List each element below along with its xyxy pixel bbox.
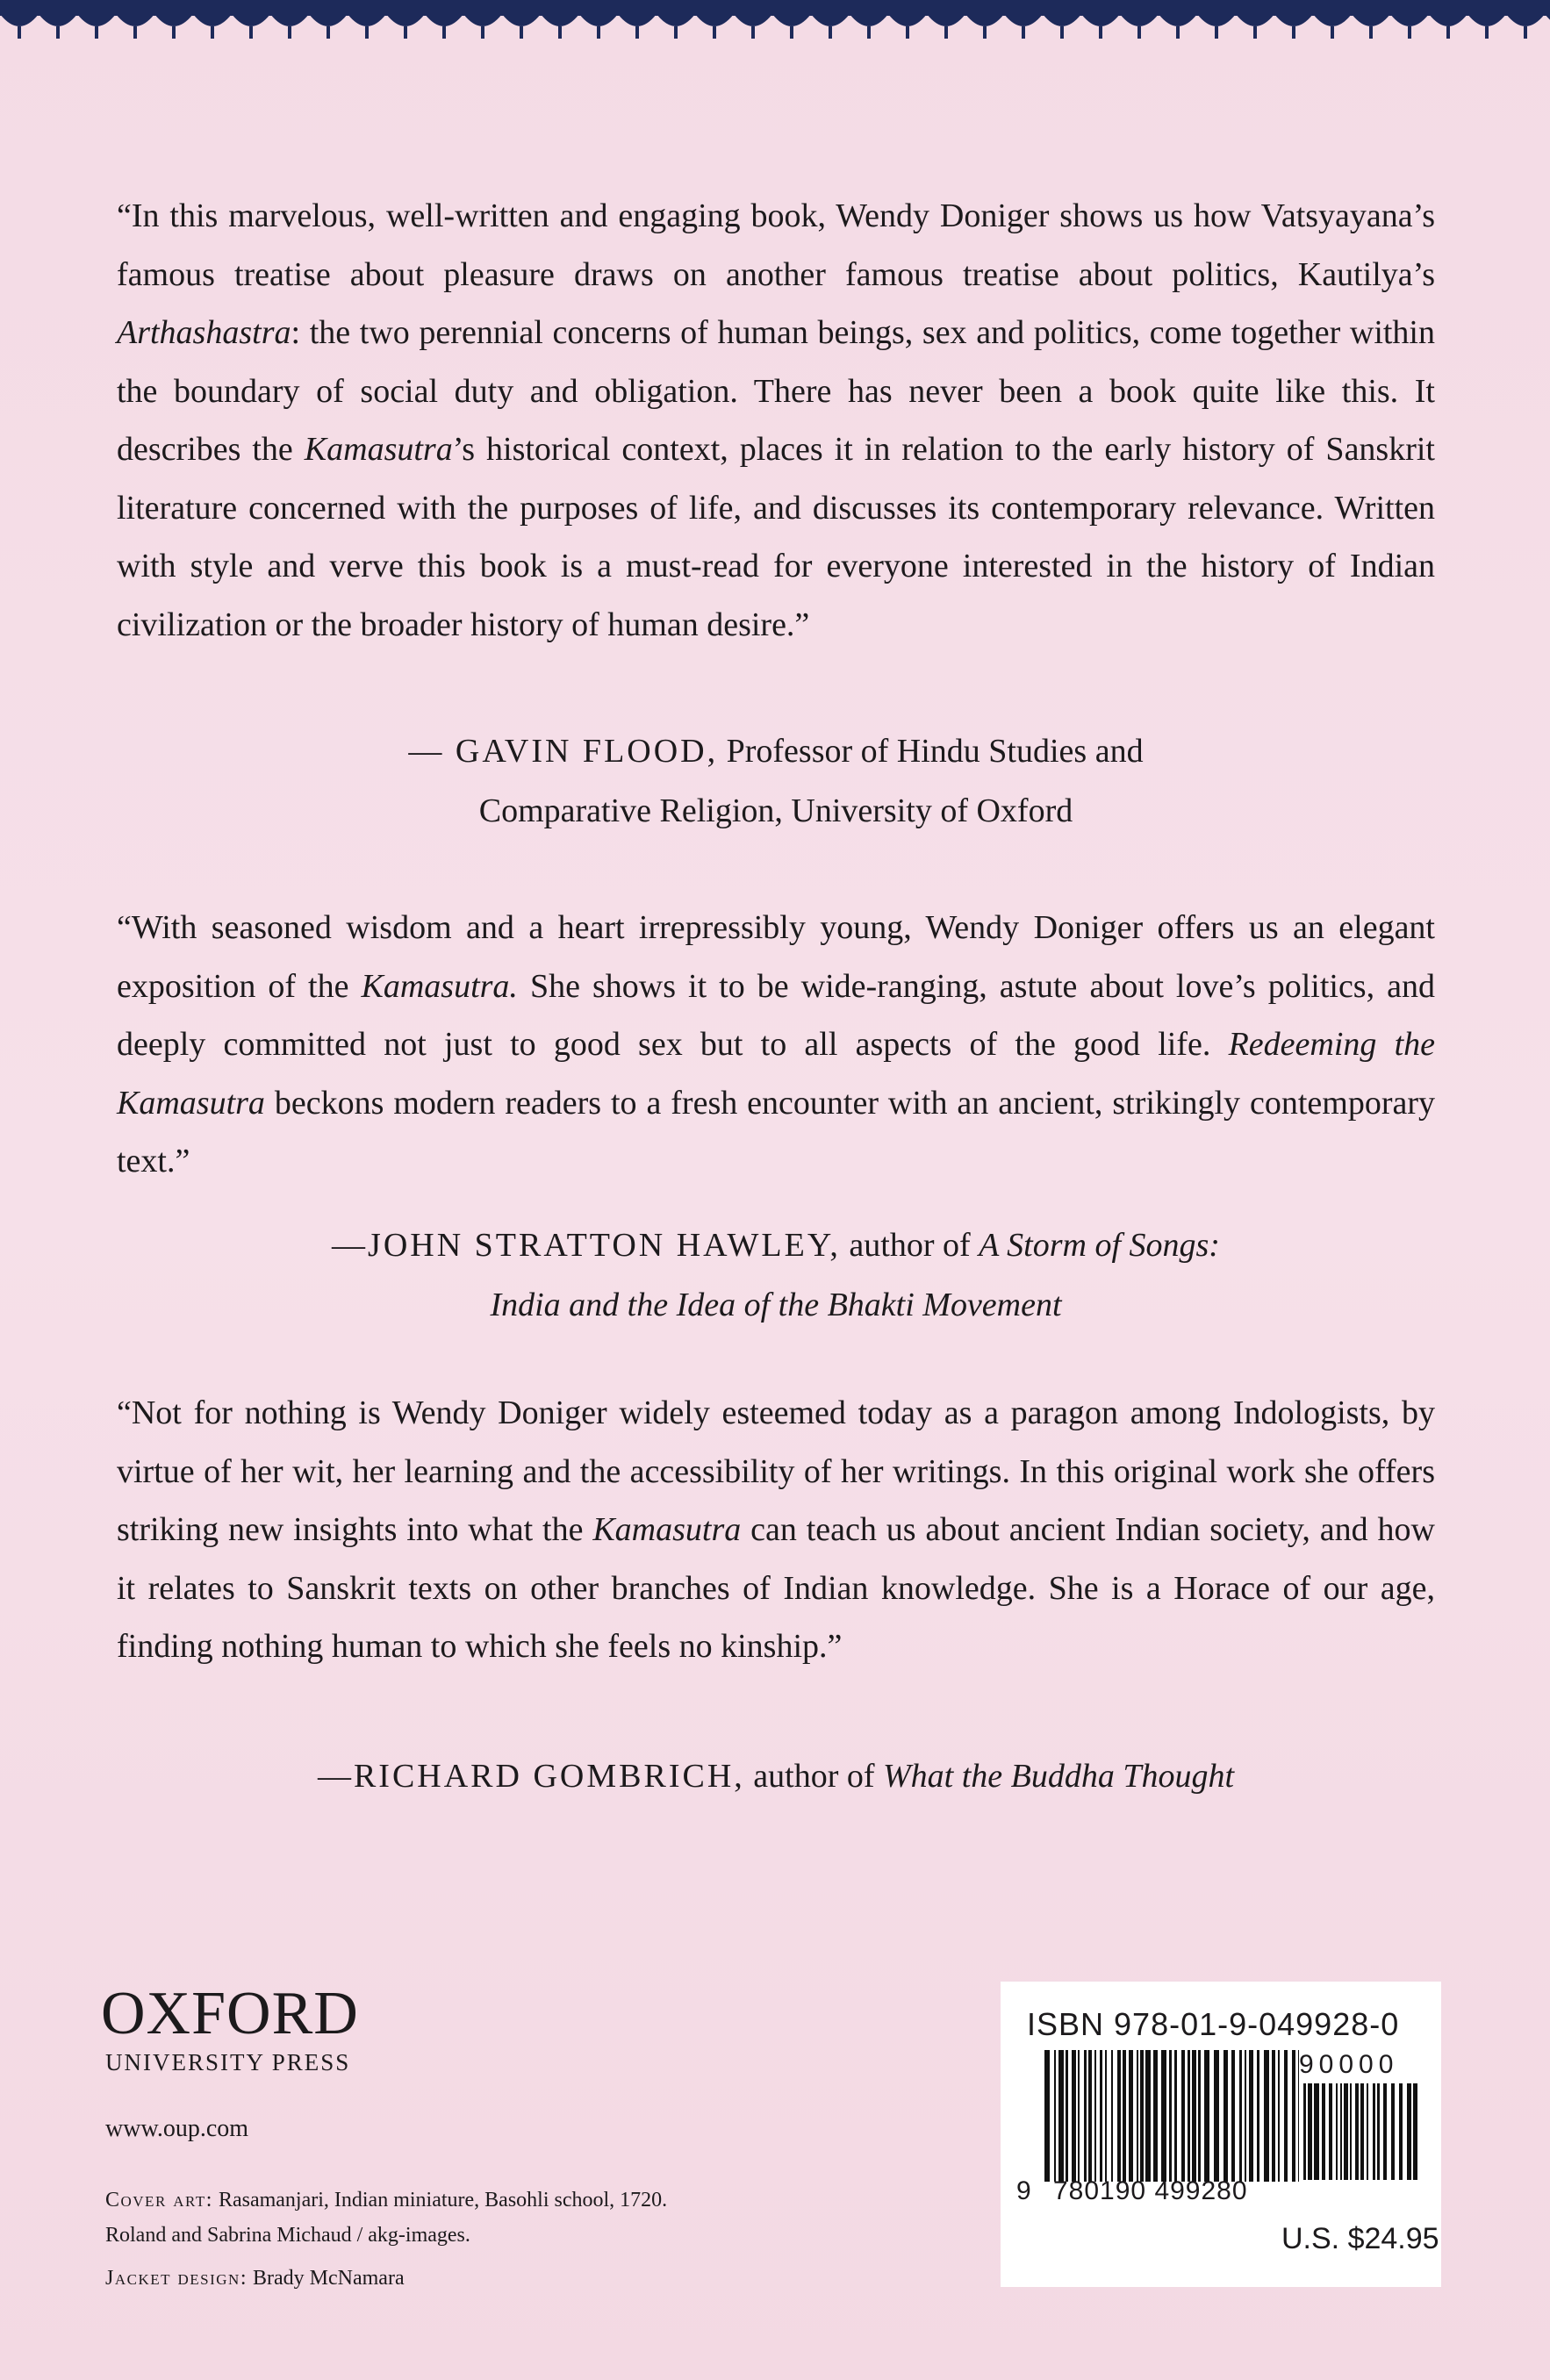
price-label: U.S. $24.95 xyxy=(1281,2222,1439,2255)
barcode-bar xyxy=(1249,2050,1253,2182)
cover-art-credit xyxy=(105,2183,895,2253)
barcode-bar xyxy=(1214,2050,1219,2182)
border-scallop xyxy=(463,14,502,26)
barcode-bar xyxy=(1054,2050,1056,2182)
border-tip xyxy=(790,26,793,39)
border-tip xyxy=(1253,26,1257,39)
cover-art-text: Rasamanjari, Indian miniature, Basohli school, 1720. xyxy=(212,2189,668,2212)
barcode-bar xyxy=(1314,2083,1319,2180)
quote-text: “In this marvelous, well-written and engaging book, Wendy Doniger shows us how Vatsyayana’s famous treatise about pleasure draws on another famous treatise about politics, Kautilya’s Arthashastra: the two perennial concerns of human beings, sex and politics, come together within the boundary of social duty and obligation. There has never been a book quite like this. It describes the Kamasutra’s historical context, places it in relation to the early history of Sanskrit literature concerned with the purposes of life, and discusses its contemporary relevance. Written with style and verve this book is a must-read for everyone interested in the history of Indian civilization or the broader history of human desire.” xyxy=(117,197,1435,643)
border-tip xyxy=(829,26,832,39)
border-scallop xyxy=(1236,14,1274,26)
barcode-bar xyxy=(1367,2083,1368,2180)
quote-text: “With seasoned wisdom and a heart irrepressibly young, Wendy Doniger offers us an elegant exposition of the Kamasutra. She shows it to be wide-ranging, astute about love’s politics, and deeply committed not just to good sex but to all aspects of the good life. Redeeming the Kamasutra beckons modern readers to a fresh encounter with an ancient, strikingly contemporary text.” xyxy=(117,909,1435,1179)
border-scallop xyxy=(734,14,772,26)
barcode-bar xyxy=(1174,2050,1177,2182)
barcode-bar xyxy=(1350,2083,1352,2180)
border-tip xyxy=(442,26,446,39)
border-scallop xyxy=(1352,14,1390,26)
border-scallop xyxy=(386,14,425,26)
isbn-number: ISBN 978-01-9-049928-0 xyxy=(1027,2006,1400,2042)
barcode-bar xyxy=(1340,2083,1342,2180)
border-tip xyxy=(867,26,871,39)
border-scallop xyxy=(1081,14,1120,26)
border-scallop xyxy=(1197,14,1236,26)
barcode-bar xyxy=(1153,2050,1158,2182)
quote-3-attribution xyxy=(117,1746,1435,1806)
border-scallop xyxy=(1313,14,1352,26)
barcode-bar xyxy=(1169,2050,1172,2182)
barcode-bar xyxy=(1161,2050,1166,2182)
jacket-design-credit xyxy=(105,2267,405,2290)
barcode-bar xyxy=(1407,2083,1411,2180)
attribution-book-title: A Storm of Songs: xyxy=(979,1227,1220,1264)
border-scallop xyxy=(232,14,270,26)
barcode-bar xyxy=(1399,2083,1403,2180)
barcode-bar xyxy=(1078,2050,1080,2182)
attribution-title: Professor of Hindu Studies and xyxy=(718,733,1144,770)
price-barcode-bars xyxy=(1303,2083,1417,2180)
jacket-design-label: Jacket design: xyxy=(105,2267,248,2290)
barcode-bar xyxy=(1231,2050,1235,2182)
border-scallop xyxy=(309,14,348,26)
border-scallop xyxy=(77,14,116,26)
barcode-bar xyxy=(1360,2083,1364,2180)
border-tip xyxy=(1408,26,1411,39)
border-tip xyxy=(597,26,600,39)
barcode-bar xyxy=(1044,2050,1050,2182)
border-scallop xyxy=(541,14,579,26)
barcode-bar xyxy=(1111,2050,1113,2182)
border-scallop xyxy=(1274,14,1313,26)
border-scallop xyxy=(1506,14,1545,26)
barcode-bar xyxy=(1278,2050,1280,2182)
barcode-bar xyxy=(1264,2050,1269,2182)
border-scallop xyxy=(1429,14,1467,26)
border-scallop xyxy=(502,14,541,26)
jacket-design-text: Brady McNamara xyxy=(248,2267,405,2290)
praise-quote-2 xyxy=(117,899,1435,1191)
barcode-bar xyxy=(1129,2050,1133,2182)
border-tip xyxy=(1022,26,1025,39)
barcode-bar xyxy=(1084,2050,1087,2182)
border-scallop xyxy=(193,14,232,26)
publisher-logo: OXFORD xyxy=(101,1980,359,2047)
barcode-bar xyxy=(1198,2050,1201,2182)
attribution-name: —JOHN STRATTON HAWLEY, xyxy=(332,1227,841,1264)
border-scallop xyxy=(1545,14,1550,26)
border-scallop xyxy=(811,14,850,26)
barcode-bar xyxy=(1137,2050,1138,2182)
barcode-bar xyxy=(1257,2050,1259,2182)
border-tip xyxy=(1215,26,1218,39)
border-tip xyxy=(95,26,98,39)
barcode-bar xyxy=(1413,2083,1417,2180)
border-scallop xyxy=(1120,14,1159,26)
barcode-bar xyxy=(1100,2050,1102,2182)
border-tip xyxy=(1060,26,1064,39)
barcode-bar xyxy=(1088,2050,1092,2182)
border-tip xyxy=(983,26,987,39)
barcode-bar xyxy=(1204,2050,1209,2182)
barcode-bar xyxy=(1181,2050,1185,2182)
border-tip xyxy=(558,26,562,39)
border-scallop xyxy=(850,14,888,26)
publisher-url[interactable]: www.oup.com xyxy=(105,2115,249,2142)
barcode-bar xyxy=(1188,2050,1190,2182)
border-tip xyxy=(635,26,639,39)
italic-title: Arthashastra xyxy=(117,314,291,351)
border-scallop xyxy=(1159,14,1197,26)
border-tip xyxy=(327,26,330,39)
border-tip xyxy=(906,26,909,39)
border-scallop xyxy=(657,14,695,26)
praise-quote-1 xyxy=(117,187,1435,654)
italic-title: Redeeming the Kamasutra xyxy=(117,1026,1435,1122)
border-tip xyxy=(674,26,678,39)
barcode-bar xyxy=(1066,2050,1068,2182)
border-tip xyxy=(172,26,176,39)
barcode-bar xyxy=(1377,2083,1380,2180)
border-scallop xyxy=(1390,14,1429,26)
isbn-barcode-block xyxy=(1001,1982,1441,2287)
barcode-bar xyxy=(1123,2050,1126,2182)
barcode-bar xyxy=(1329,2083,1332,2180)
cover-art-text-cont: Roland and Sabrina Michaud / akg-images. xyxy=(105,2224,470,2247)
barcode-bar xyxy=(1303,2083,1306,2180)
barcode-bar xyxy=(1145,2050,1151,2182)
border-scallop xyxy=(39,14,77,26)
border-tip xyxy=(1137,26,1141,39)
border-tip xyxy=(18,26,21,39)
border-scallop xyxy=(965,14,1004,26)
border-tip xyxy=(1099,26,1102,39)
attribution-title-cont: Comparative Religion, University of Oxford xyxy=(478,792,1073,829)
quote-text: “Not for nothing is Wendy Doniger widely esteemed today as a paragon among Indologists, by virtue of her wit, her learning and the accessibility of her writings. In this original work she offers striking new insights into what the Kamasutra can teach us about ancient Indian society, and how it relates to Sanskrit texts on other branches of Indian knowledge. She is a Horace of our age, finding nothing human to which she feels no kinship.” xyxy=(117,1394,1435,1665)
attribution-title: author of xyxy=(840,1227,980,1264)
barcode-bar xyxy=(1373,2083,1375,2180)
border-tip xyxy=(288,26,291,39)
border-scallop xyxy=(0,14,39,26)
border-tip xyxy=(713,26,716,39)
italic-title: Kamasutra xyxy=(304,431,453,468)
border-tip xyxy=(56,26,60,39)
border-scallop xyxy=(116,14,154,26)
barcode-bar xyxy=(1223,2050,1228,2182)
barcode-bar xyxy=(1292,2050,1295,2182)
barcode-bars xyxy=(1044,2050,1299,2182)
barcode-bar xyxy=(1391,2083,1395,2180)
barcode-bar xyxy=(1284,2050,1288,2182)
barcode-bar xyxy=(1336,2083,1338,2180)
publisher-press-name: UNIVERSITY PRESS xyxy=(105,2049,351,2075)
barcode-bar xyxy=(1344,2083,1348,2180)
border-scallop xyxy=(348,14,386,26)
border-scallop xyxy=(154,14,193,26)
barcode-bar xyxy=(1322,2083,1325,2180)
barcode-bar xyxy=(1245,2050,1246,2182)
cover-art-label: Cover art: xyxy=(105,2189,213,2212)
quote-2-attribution xyxy=(117,1215,1435,1335)
border-scallop xyxy=(772,14,811,26)
price-code-digits: 90000 xyxy=(1299,2050,1399,2079)
barcode-digits: 780190 499280 xyxy=(1053,2176,1248,2205)
italic-title: Kamasutra xyxy=(592,1511,742,1548)
barcode-lead-digit: 9 xyxy=(1016,2176,1031,2205)
border-tip xyxy=(944,26,948,39)
border-scallop xyxy=(270,14,309,26)
border-scallop xyxy=(927,14,965,26)
attribution-name: —RICHARD GOMBRICH, xyxy=(317,1758,745,1795)
barcode-bar xyxy=(1383,2083,1387,2180)
border-scallop xyxy=(425,14,463,26)
barcode-bar xyxy=(1117,2050,1121,2182)
border-tip xyxy=(249,26,253,39)
border-tip xyxy=(1446,26,1450,39)
attribution-name: — GAVIN FLOOD, xyxy=(408,733,719,770)
border-scallop xyxy=(695,14,734,26)
border-tip xyxy=(1292,26,1295,39)
attribution-title: author of xyxy=(744,1758,883,1795)
border-scallop xyxy=(1467,14,1506,26)
barcode-bar xyxy=(1355,2083,1359,2180)
border-tip xyxy=(1176,26,1180,39)
barcode-bar xyxy=(1094,2050,1096,2182)
italic-title: Kamasutra. xyxy=(361,967,518,1005)
barcode-bar xyxy=(1058,2050,1064,2182)
border-scallop xyxy=(579,14,618,26)
barcode-bar xyxy=(1140,2050,1144,2182)
barcode-bar xyxy=(1072,2050,1076,2182)
border-scallop xyxy=(1043,14,1081,26)
border-tip xyxy=(404,26,407,39)
barcode-bar xyxy=(1272,2050,1275,2182)
border-tip xyxy=(1485,26,1489,39)
border-tip xyxy=(1369,26,1373,39)
border-tip xyxy=(1524,26,1527,39)
border-tip xyxy=(211,26,214,39)
attribution-book-title: What the Buddha Thought xyxy=(883,1758,1235,1795)
barcode-bar xyxy=(1105,2050,1107,2182)
border-scallop xyxy=(618,14,657,26)
barcode-bar xyxy=(1239,2050,1242,2182)
border-tip xyxy=(365,26,369,39)
praise-quote-3 xyxy=(117,1384,1435,1676)
decorative-top-border xyxy=(0,0,1550,40)
attribution-book-subtitle: India and the Idea of the Bhakti Movement xyxy=(490,1287,1062,1323)
border-tip xyxy=(133,26,137,39)
border-tip xyxy=(1331,26,1334,39)
border-tip xyxy=(520,26,523,39)
barcode-bar xyxy=(1308,2083,1312,2180)
border-scallop xyxy=(888,14,927,26)
quote-1-attribution xyxy=(117,721,1435,841)
border-scallop xyxy=(1004,14,1043,26)
barcode-bar xyxy=(1192,2050,1196,2182)
border-tip xyxy=(481,26,484,39)
border-tip xyxy=(751,26,755,39)
